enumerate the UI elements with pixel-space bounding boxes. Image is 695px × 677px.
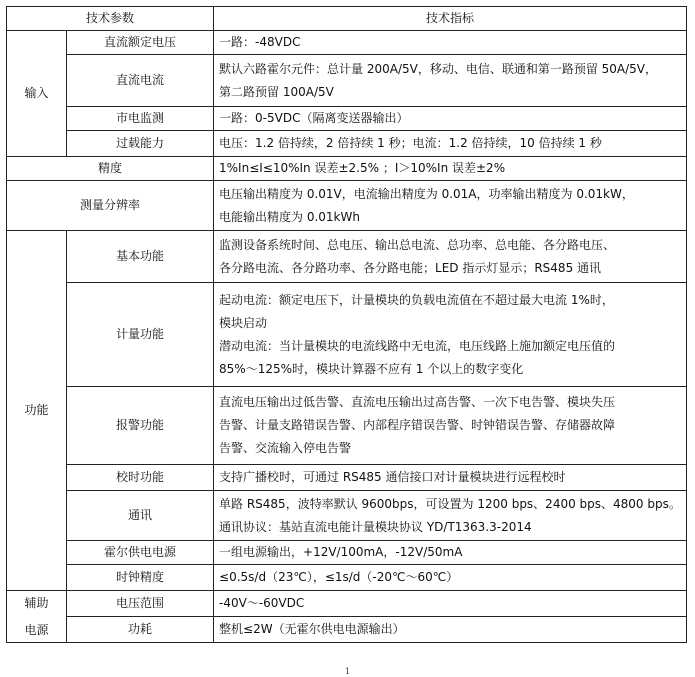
table-row [7,131,687,157]
section-function-label: 功能 [7,231,67,591]
row-name: 校时功能 [67,465,214,491]
row-value: 监测设备系统时间、总电压、输出总电流、总功率、总电能、各分路电压、 各分路电流、各分路功率、各分路电能；LED 指示灯显示；RS485 通讯 [214,231,687,283]
row-value: -40V～-60VDC [214,591,687,617]
row-name: 电压范围 [67,591,214,617]
row-name: 霍尔供电电源 [67,541,214,565]
table-row [7,157,687,181]
table-row [7,617,687,643]
row-name: 直流电流 [67,55,214,107]
table-row [7,491,687,541]
row-value: 支持广播校时，可通过 RS485 通信接口对计量模块进行远程校时 [214,465,687,491]
section-input-label: 输入 [7,31,67,157]
table-row [7,31,687,55]
table-row [7,565,687,591]
table-row [7,55,687,107]
table-row [7,231,687,283]
row-name: 时钟精度 [67,565,214,591]
row-value: 一路：-48VDC [214,31,687,55]
row-value: 单路 RS485，波特率默认 9600bps，可设置为 1200 bps、2400 bps、4800 bps。 通讯协议：基站直流电能计量模块协议 YD/T1363.3-2014 [214,491,687,541]
row-value: 一组电源输出，+12V/100mA，-12V/50mA [214,541,687,565]
row-name: 报警功能 [67,387,214,465]
row-name: 功耗 [67,617,214,643]
table-row [7,283,687,387]
header-row [7,7,687,31]
row-value: 电压：1.2 倍持续，2 倍持续 1 秒；电流：1.2 倍持续，10 倍持续 1 秒 [214,131,687,157]
table-row [7,465,687,491]
row-value: 直流电压输出过低告警、直流电压输出过高告警、一次下电告警、模块失压 告警、计量支路错误告警、内部程序错误告警、时钟错误告警、存储器故障 告警、交流输入停电告警 [214,387,687,465]
row-value: 整机≤2W（无霍尔供电电源输出） [214,617,687,643]
row-value: 一路：0-5VDC（隔离变送器输出） [214,107,687,131]
spec-table [6,6,687,643]
header-param: 技术参数 [7,7,214,31]
row-name: 直流额定电压 [67,31,214,55]
page-number: 1 [344,667,351,676]
row-name: 市电监测 [67,107,214,131]
row-name: 计量功能 [67,283,214,387]
row-name: 基本功能 [67,231,214,283]
row-value: 起动电流：额定电压下，计量模块的负载电流值在不超过最大电流 1%时， 模块启动 潜动电流：当计量模块的电流线路中无电流，电压线路上施加额定电压值的 85%～125%时，模块计算器不应有 1 个以上的数字变化 [214,283,687,387]
table-row [7,591,687,617]
row-name: 过载能力 [67,131,214,157]
header-spec: 技术指标 [214,7,687,31]
row-value: 默认六路霍尔元件：总计量 200A/5V，移动、电信、联通和第一路预留 50A/5V， 第二路预留 100A/5V [214,55,687,107]
table-row [7,387,687,465]
resolution-value: 电压输出精度为 0.01V，电流输出精度为 0.01A，功率输出精度为 0.01kW， 电能输出精度为 0.01kWh [214,181,687,231]
section-aux-power-label: 辅助 电源 [7,591,67,643]
accuracy-label: 精度 [7,157,214,181]
resolution-label: 测量分辨率 [7,181,214,231]
accuracy-value: 1%In≤I≤10%In 误差±2.5% ；I＞10%In 误差±2% [214,157,687,181]
row-value: ≤0.5s/d（23℃），≤1s/d（-20℃～60℃） [214,565,687,591]
table-row [7,107,687,131]
table-row [7,541,687,565]
row-name: 通讯 [67,491,214,541]
table-row [7,181,687,231]
